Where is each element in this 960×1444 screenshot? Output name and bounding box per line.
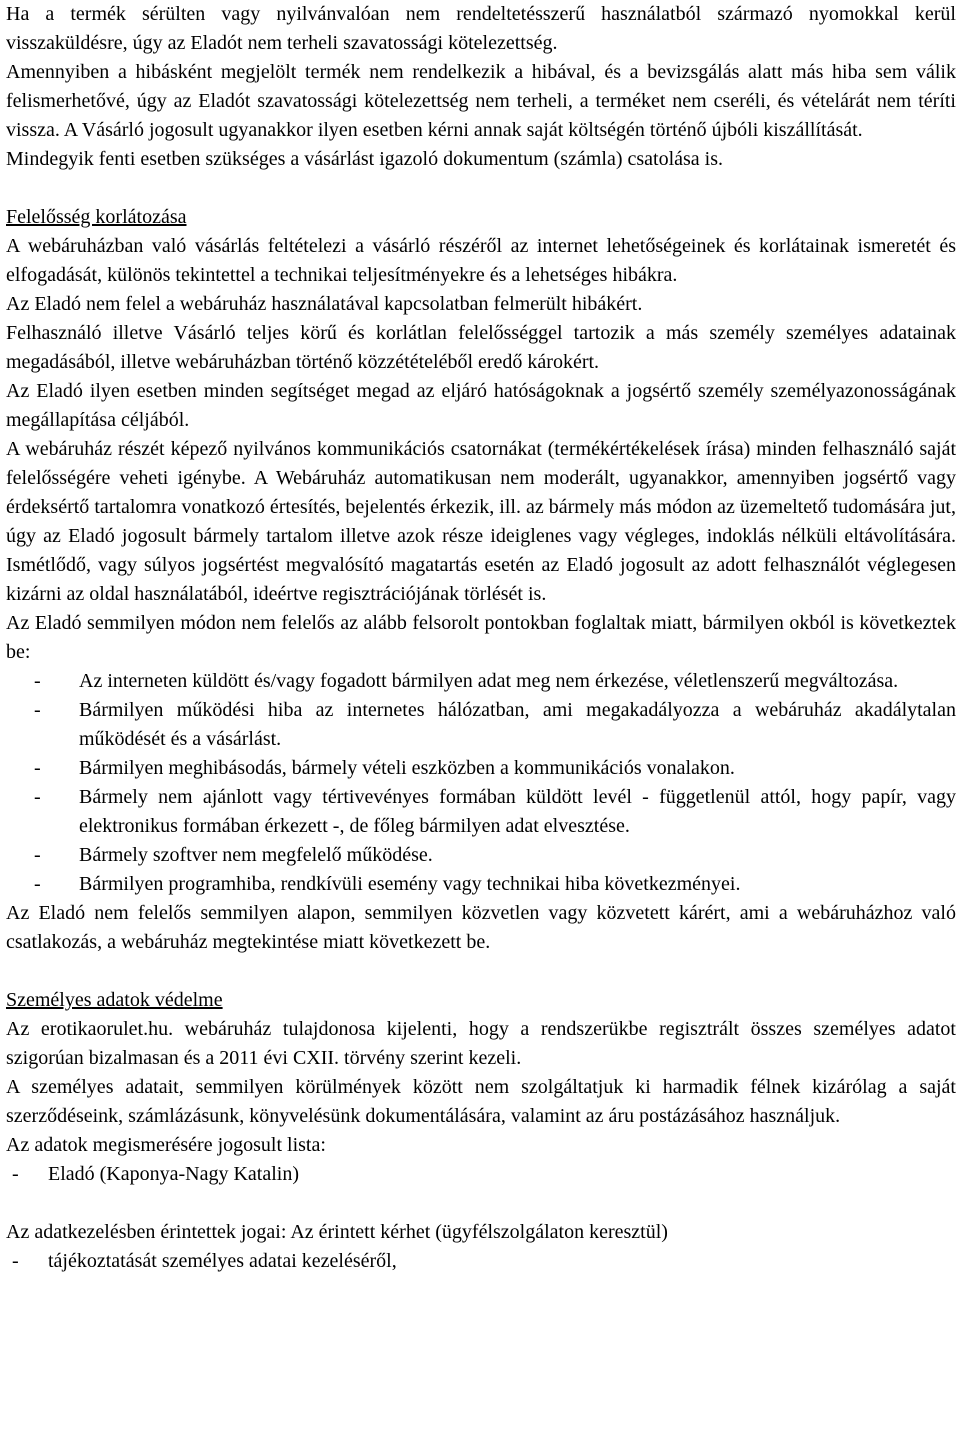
list-item xyxy=(6,870,956,899)
paragraph: Az adatkezelésben érintettek jogai: Az érintett kérhet (ügyfélszolgálaton keresztül) xyxy=(6,1221,668,1243)
list-item xyxy=(6,667,956,696)
paragraph: Felhasználó illetve Vásárló teljes körű és korlátlan felelősséggel tartozik a más személy személyes adatainak megadásából, illetve webáruházban történő közzétételéből eredő károkért. xyxy=(6,322,956,373)
list-item-text: Bármilyen meghibásodás, bármely vételi eszközben a kommunikációs vonalakon. xyxy=(79,757,735,779)
paragraph: Az Eladó nem felelős semmilyen alapon, semmilyen közvetlen vagy közvetett kárért, ami a webáruházhoz való csatlakozás, a webáruház megtekintése miatt következett be. xyxy=(6,902,956,953)
paragraph: Mindegyik fenti esetben szükséges a vásárlást igazoló dokumentum (számla) csatolása is. xyxy=(6,148,724,170)
list-dash: - xyxy=(34,699,41,721)
paragraph: A webáruházban való vásárlás feltételezi a vásárló részéről az internet lehetőségeinek és korlátainak ismeretét és elfogadását, különös tekintettel a technikai teljesítményekre és a lehetséges hibákra. xyxy=(6,235,956,286)
paragraph: Az Eladó semmilyen módon nem felelős az alább felsorolt pontokban foglaltak miatt, bármilyen okból is következtek be: xyxy=(6,612,956,663)
spacer xyxy=(6,1189,956,1218)
paragraph: A személyes adatait, semmilyen körülmények között nem szolgáltatjuk ki harmadik félnek kizárólag a saját szerződéseink, számlázásunk, könyvelésünk dokumentálására, valamint az áru postázásához használjuk. xyxy=(6,1076,956,1127)
list-item xyxy=(6,783,956,841)
list-item-text: Bármely nem ajánlott vagy tértivevényes formában küldött levél - függetlenül attól, hogy papír, vagy elektronikus formában érkezett -, de főleg bármilyen adat elvesztése. xyxy=(79,786,956,837)
list-dash: - xyxy=(34,786,41,808)
list-item-text: Eladó (Kaponya-Nagy Katalin) xyxy=(48,1163,300,1185)
section-heading-privacy: Személyes adatok védelme xyxy=(6,989,223,1011)
list-dash: - xyxy=(12,1250,19,1272)
list-item-text: Bármilyen programhiba, rendkívüli esemény vagy technikai hiba következményei. xyxy=(79,873,741,895)
list-dash: - xyxy=(12,1163,19,1185)
list-item-text: Az interneten küldött és/vagy fogadott bármilyen adat meg nem érkezése, véletlenszerű megváltozása. xyxy=(79,670,899,692)
paragraph: Ha a termék sérülten vagy nyilvánvalóan nem rendeltetésszerű használatból származó nyomokkal kerül visszaküldésre, úgy az Eladót nem terheli szavatossági kötelezettség. xyxy=(6,3,956,54)
list-item xyxy=(6,1247,956,1276)
paragraph: A webáruház részét képező nyilvános kommunikációs csatornákat (termékértékelések írása) minden felhasználó saját felelősségére veheti igénybe. A Webáruház automatikusan nem moderált, ugyanakkor, amennyiben jogsértő vagy érdeksértő tartalomra vonatkozó értesítés, bejelentés érkezik, ill. az bármely más módon az üzemeltető tudomására jut, úgy az Eladó jogosult bármely tartalom illetve azok része ideiglenes vagy végleges, indoklás nélküli eltávolítására. Ismétlődő, vagy súlyos jogsértést megvalósító magatartás esetén az Eladó jogosult az adott felhasználót véglegesen kizárni az oldal használatából, ideértve regisztrációjának törlését is. xyxy=(6,438,956,605)
list-item-text: tájékoztatását személyes adatai kezeléséről, xyxy=(48,1250,397,1272)
list-item xyxy=(6,696,956,754)
list-item xyxy=(6,1160,956,1189)
liability-exclusion-list xyxy=(6,667,956,899)
list-item xyxy=(6,841,956,870)
list-dash: - xyxy=(34,844,41,866)
list-dash: - xyxy=(34,873,41,895)
paragraph: Az erotikaorulet.hu. webáruház tulajdonosa kijelenti, hogy a rendszerükbe regisztrált összes személyes adatot szigorúan bizalmasan és a 2011 évi CXII. törvény szerint kezeli. xyxy=(6,1018,956,1069)
list-dash: - xyxy=(34,670,41,692)
paragraph: Az Eladó ilyen esetben minden segítséget megad az eljáró hatóságoknak a jogsértő személy személyazonosságának megállapítása céljából. xyxy=(6,380,956,431)
paragraph: Az adatok megismerésére jogosult lista: xyxy=(6,1134,326,1156)
list-item-text: Bármely szoftver nem megfelelő működése. xyxy=(79,844,433,866)
section-heading-liability: Felelősség korlátozása xyxy=(6,206,187,228)
list-item-text: Bármilyen működési hiba az internetes hálózatban, ami megakadályozza a webáruház akadálytalan működését és a vásárlást. xyxy=(79,699,956,750)
paragraph: Az Eladó nem felel a webáruház használatával kapcsolatban felmerült hibákért. xyxy=(6,293,643,315)
list-dash: - xyxy=(34,757,41,779)
list-item xyxy=(6,754,956,783)
paragraph: Amennyiben a hibásként megjelölt termék nem rendelkezik a hibával, és a bevizsgálás alatt más hiba sem válik felismerhetővé, úgy az Eladót szavatossági kötelezettség nem terheli, a terméket nem cseréli, és vételárát nem téríti vissza. A Vásárló jogosult ugyanakkor ilyen esetben kérni annak saját költségén történő újbóli kiszállítását. xyxy=(6,61,956,141)
